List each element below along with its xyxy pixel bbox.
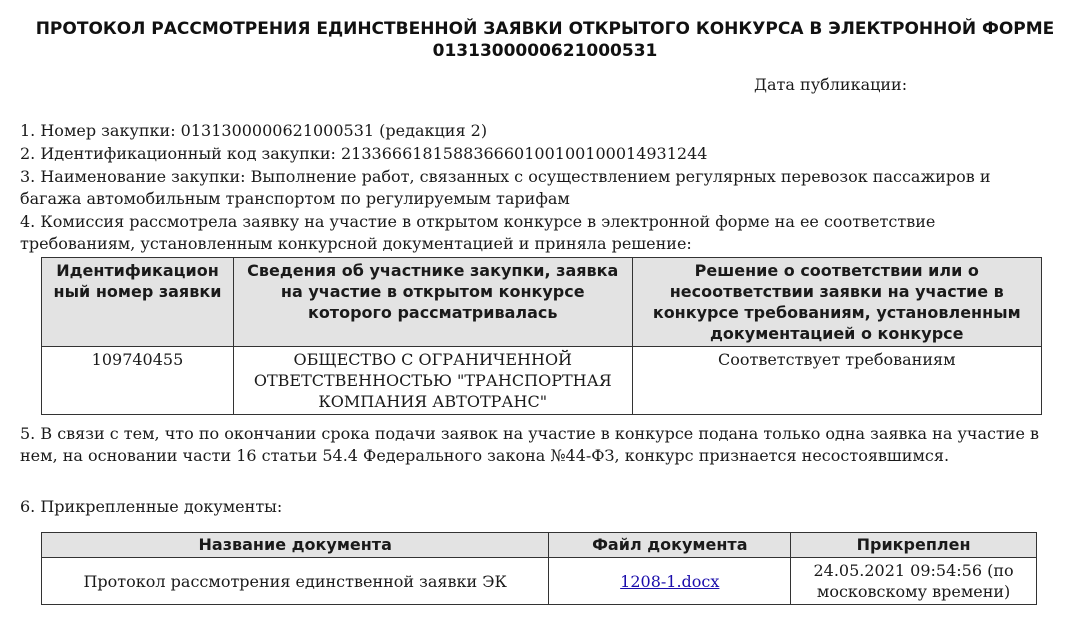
document-attached-date: 24.05.2021 09:54:56 (по московскому времени) — [791, 558, 1037, 605]
column-header-decision: Решение о соответствии или о несоответствии заявки на участие в конкурсе требованиям, установленным документацией о конкурсе — [632, 258, 1041, 347]
participant-name: ОБЩЕСТВО С ОГРАНИЧЕННОЙ ОТВЕТСТВЕННОСТЬЮ "ТРАНСПОРТНАЯ КОМПАНИЯ АВТОТРАНС" — [233, 347, 632, 415]
documents-table-header — [42, 533, 1037, 558]
tender-result: 5. В связи с тем, что по окончании срока подачи заявок на участие в конкурсе подана только одна заявка на участие в нем, на основании части 16 статьи 54.4 Федерального закона №44-ФЗ, конкурс признается несостоявшимся. — [20, 424, 1040, 465]
column-header-attached: Прикреплен — [791, 533, 1037, 558]
purchase-name: 3. Наименование закупки: Выполнение работ, связанных с осуществлением регулярных перевозок пассажиров и багажа автомобильным транспортом по регулируемым тарифам — [20, 167, 991, 208]
column-header-document-name: Название документа — [42, 533, 549, 558]
table-row — [42, 347, 1042, 415]
document-file-cell — [549, 558, 791, 605]
protocol-number: 0131300000621000531 — [432, 41, 658, 61]
document-name: Протокол рассмотрения единственной заявки ЭК — [42, 558, 549, 605]
commission-decision: 4. Комиссия рассмотрела заявку на участие в открытом конкурсе в электронной форме на ее соответствие требованиям, установленным конкурсной документацией и приняла решение: — [20, 212, 936, 253]
applications-table — [41, 257, 1042, 415]
table-row — [42, 558, 1037, 605]
attached-documents-label: 6. Прикрепленные документы: — [20, 497, 283, 516]
decision-value: Соответствует требованиям — [632, 347, 1041, 415]
application-id: 109740455 — [42, 347, 234, 415]
protocol-title — [0, 18, 1080, 62]
purchase-number: 1. Номер закупки: 0131300000621000531 (редакция 2) — [20, 121, 488, 140]
publication-date-label: Дата публикации: — [754, 75, 908, 94]
document-file-link[interactable]: 1208-1.docx — [620, 571, 720, 591]
documents-table — [41, 532, 1037, 605]
column-header-document-file: Файл документа — [549, 533, 791, 558]
applications-table-header — [42, 258, 1042, 347]
protocol-title-text: ПРОТОКОЛ РАССМОТРЕНИЯ ЕДИНСТВЕННОЙ ЗАЯВКИ ОТКРЫТОГО КОНКУРСА В ЭЛЕКТРОННОЙ ФОРМЕ — [35, 19, 1055, 39]
column-header-application-id: Идентификацион ный номер заявки — [42, 258, 234, 347]
column-header-participant: Сведения об участнике закупки, заявка на участие в открытом конкурсе которого рассматривалась — [233, 258, 632, 347]
purchase-code: 2. Идентификационный код закупки: 213366618158836660100100100014931244 — [20, 144, 708, 163]
